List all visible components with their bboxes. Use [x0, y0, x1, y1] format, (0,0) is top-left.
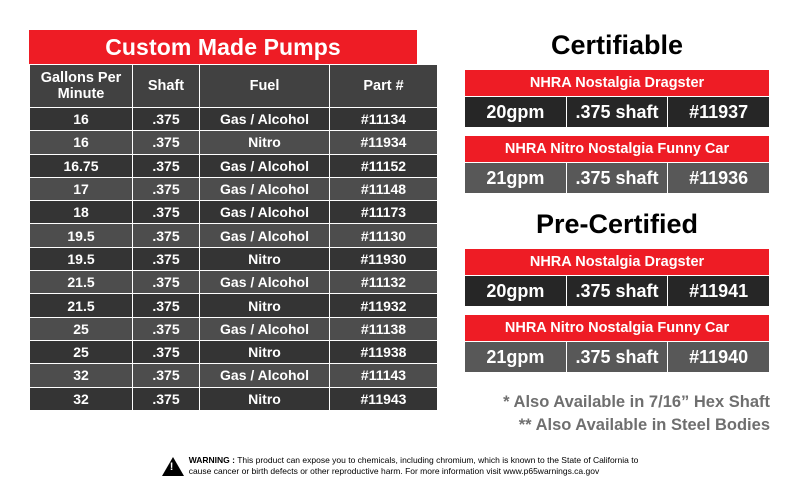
cell-shaft: .375 — [133, 387, 200, 410]
column-header-part: Part # — [330, 65, 438, 108]
cell-gpm: 21.5 — [30, 294, 133, 317]
table-row — [30, 177, 438, 200]
column-header-shaft: Shaft — [133, 65, 200, 108]
cell-gpm: 25 — [30, 317, 133, 340]
table-row — [30, 294, 438, 317]
cell-fuel: Gas / Alcohol — [200, 224, 330, 247]
category-label: NHRA Nitro Nostalgia Funny Car — [465, 315, 770, 342]
table-row — [30, 317, 438, 340]
cell-part: #11134 — [330, 108, 438, 131]
category-row — [465, 249, 770, 276]
cell-fuel: Nitro — [200, 340, 330, 363]
cell-gpm: 19.5 — [30, 224, 133, 247]
cell-part: #11930 — [330, 247, 438, 270]
cell-fuel: Nitro — [200, 294, 330, 317]
cell-part: #11143 — [330, 364, 438, 387]
cell-part: #11938 — [330, 340, 438, 363]
cell-gpm: 16 — [30, 108, 133, 131]
cell-gpm: 21gpm — [465, 342, 567, 373]
cell-shaft: .375 shaft — [566, 276, 668, 307]
table-row — [30, 271, 438, 294]
cell-shaft: .375 — [133, 177, 200, 200]
spec-row — [465, 163, 770, 194]
warning-triangle-icon — [162, 457, 184, 476]
cell-shaft: .375 — [133, 154, 200, 177]
spec-row — [465, 97, 770, 128]
cell-gpm: 16 — [30, 131, 133, 154]
cell-gpm: 17 — [30, 177, 133, 200]
table-header-row — [30, 65, 438, 108]
table-row — [30, 108, 438, 131]
cell-shaft: .375 — [133, 201, 200, 224]
cell-part: #11937 — [668, 97, 770, 128]
cell-part: #11132 — [330, 271, 438, 294]
spec-row — [465, 276, 770, 307]
category-label: NHRA Nostalgia Dragster — [465, 249, 770, 276]
cell-shaft: .375 — [133, 317, 200, 340]
cell-shaft: .375 shaft — [566, 342, 668, 373]
table-row — [30, 224, 438, 247]
cell-part: #11932 — [330, 294, 438, 317]
table-row — [30, 364, 438, 387]
cell-gpm: 20gpm — [465, 97, 567, 128]
cell-gpm: 32 — [30, 364, 133, 387]
cell-fuel: Gas / Alcohol — [200, 364, 330, 387]
cell-gpm: 21.5 — [30, 271, 133, 294]
cell-shaft: .375 shaft — [566, 163, 668, 194]
column-header-gpm: Gallons Per Minute — [30, 65, 133, 108]
table-row — [30, 387, 438, 410]
cell-gpm: 25 — [30, 340, 133, 363]
cell-shaft: .375 — [133, 131, 200, 154]
pre-certified-funnycar-table — [464, 314, 770, 373]
cell-gpm: 32 — [30, 387, 133, 410]
warning-text — [189, 455, 639, 477]
warning-label: WARNING : — [188, 455, 235, 465]
pre-certified-section — [464, 209, 770, 380]
table-row — [30, 154, 438, 177]
cell-fuel: Gas / Alcohol — [200, 154, 330, 177]
table-row — [30, 131, 438, 154]
certifiable-section — [464, 30, 770, 201]
cell-part: #11940 — [668, 342, 770, 373]
pumps-table — [29, 64, 438, 411]
cell-gpm: 21gpm — [465, 163, 567, 194]
cell-part: #11943 — [330, 387, 438, 410]
category-row — [465, 315, 770, 342]
spec-row — [465, 342, 770, 373]
cell-fuel: Nitro — [200, 387, 330, 410]
cell-gpm: 16.75 — [30, 154, 133, 177]
category-row — [465, 136, 770, 163]
cell-fuel: Gas / Alcohol — [200, 177, 330, 200]
cell-gpm: 19.5 — [30, 247, 133, 270]
cell-fuel: Nitro — [200, 131, 330, 154]
cell-part: #11152 — [330, 154, 438, 177]
cell-shaft: .375 shaft — [566, 97, 668, 128]
cell-gpm: 18 — [30, 201, 133, 224]
cell-part: #11138 — [330, 317, 438, 340]
cell-shaft: .375 — [133, 271, 200, 294]
cell-gpm: 20gpm — [465, 276, 567, 307]
cell-fuel: Gas / Alcohol — [200, 201, 330, 224]
pre-certified-dragster-table — [464, 248, 770, 307]
custom-made-pumps-table — [29, 30, 417, 411]
note-line-1: * Also Available in 7/16” Hex Shaft — [503, 393, 770, 411]
warning-line-1: This product can expose you to chemicals, including chromium, which is known to the State of California to — [237, 455, 639, 465]
cell-part: #11934 — [330, 131, 438, 154]
cell-shaft: .375 — [133, 247, 200, 270]
cell-fuel: Gas / Alcohol — [200, 108, 330, 131]
category-label: NHRA Nostalgia Dragster — [465, 70, 770, 97]
category-row — [465, 70, 770, 97]
certifiable-funnycar-table — [464, 135, 770, 194]
cell-fuel: Gas / Alcohol — [200, 317, 330, 340]
cell-part: #11130 — [330, 224, 438, 247]
cell-fuel: Gas / Alcohol — [200, 271, 330, 294]
prop65-warning — [0, 455, 800, 477]
table-row — [30, 340, 438, 363]
cell-part: #11936 — [668, 163, 770, 194]
warning-line-2: cause cancer or birth defects or other reproductive harm. For more information visit www.p65warnings.ca.gov — [188, 466, 600, 476]
table-row — [30, 247, 438, 270]
certifiable-dragster-table — [464, 69, 770, 128]
section-heading-certifiable: Certifiable — [550, 30, 684, 60]
cell-shaft: .375 — [133, 224, 200, 247]
cell-part: #11148 — [330, 177, 438, 200]
table-title: Custom Made Pumps — [29, 30, 417, 64]
cell-fuel: Nitro — [200, 247, 330, 270]
cell-shaft: .375 — [133, 108, 200, 131]
cell-shaft: .375 — [133, 294, 200, 317]
cell-shaft: .375 — [133, 364, 200, 387]
cell-part: #11941 — [668, 276, 770, 307]
note-line-2: ** Also Available in Steel Bodies — [518, 416, 770, 434]
cell-shaft: .375 — [133, 340, 200, 363]
category-label: NHRA Nitro Nostalgia Funny Car — [465, 136, 770, 163]
table-row — [30, 201, 438, 224]
cell-part: #11173 — [330, 201, 438, 224]
section-heading-pre-certified: Pre-Certified — [535, 209, 699, 239]
column-header-fuel: Fuel — [200, 65, 330, 108]
availability-notes — [464, 391, 770, 437]
